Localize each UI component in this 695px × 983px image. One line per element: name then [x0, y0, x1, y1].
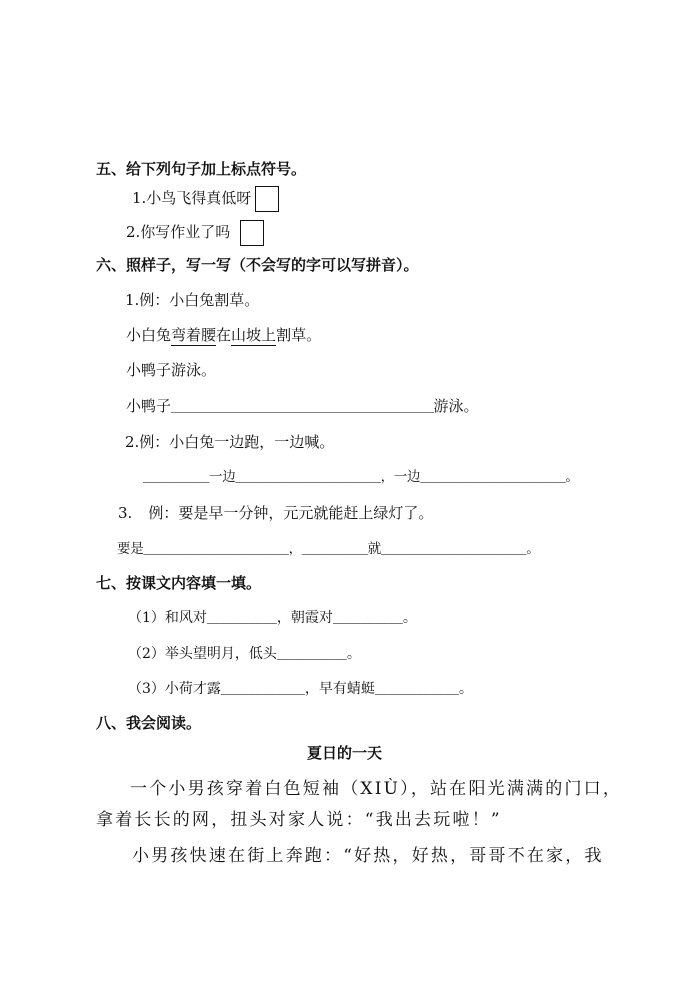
ex1-mid: 在 — [216, 326, 232, 344]
s5-item-1 — [132, 186, 279, 212]
section-5-heading: 五、给下列句子加上标点符号。 — [96, 160, 307, 178]
ex3-label: 例：要是早一分钟，元元就能赶上绿灯了。 — [148, 504, 434, 522]
ex1-fill-pre: 小鸭子 — [126, 397, 172, 415]
reading-title: 夏日的一天 — [307, 744, 383, 762]
s6-ex2-label: 2.例：小白兔一边跑，一边喊。 — [125, 433, 335, 451]
s6-ex1-task: 小鸭子游泳。 — [126, 361, 217, 379]
section-7-heading: 七、按课文内容填一填。 — [96, 574, 262, 592]
ex1-underline-1: 弯着腰 — [171, 326, 217, 344]
reading-line-3: 小男孩快速在街上奔跑：“好热，好热，哥哥不在家，我 — [132, 846, 604, 866]
reading-line-2: 拿着长长的网，扭头对家人说：“我出去玩啦！” — [96, 810, 502, 830]
ex3-num: 3. — [118, 504, 133, 522]
ex1-fill-post: 游泳。 — [433, 397, 479, 415]
ex1-underline-2: 山坡上 — [231, 326, 277, 344]
s7-item-1[interactable]: （1）和风对＿＿＿＿＿，朝霞对＿＿＿＿＿。 — [128, 610, 417, 626]
s5-item-2-text: 2.你写作业了吗 — [126, 223, 231, 241]
ex1-pre: 小白兔 — [126, 326, 172, 344]
section-8-heading: 八、我会阅读。 — [96, 714, 202, 732]
s7-item-3[interactable]: （3）小荷才露＿＿＿＿＿＿，早有蜻蜓＿＿＿＿＿＿。 — [128, 681, 473, 697]
s6-ex1-label: 1.例：小白兔割草。 — [125, 291, 260, 309]
s6-ex2-fill[interactable]: ＿＿＿＿＿一边＿＿＿＿＿＿＿＿＿＿＿，一边＿＿＿＿＿＿＿＿＿＿＿。 — [143, 469, 579, 485]
s6-ex3-line — [118, 503, 433, 523]
ex1-fill-blank[interactable]: ＿＿＿＿＿＿＿＿＿＿＿＿＿＿＿＿＿＿＿＿＿ — [171, 400, 434, 415]
section-6-heading: 六、照样子，写一写（不会写的字可以写拼音）。 — [96, 256, 419, 274]
s5-item-2 — [126, 220, 264, 246]
reading-line-1: 一个小男孩穿着白色短袖（XIÙ），站在阳光满满的门口， — [130, 779, 623, 799]
punctuation-box-1[interactable] — [255, 186, 279, 212]
s6-ex1-fill — [126, 396, 479, 418]
s6-ex3-fill[interactable]: 要是＿＿＿＿＿＿＿＿＿＿＿，＿＿＿＿＿就＿＿＿＿＿＿＿＿＿＿＿。 — [117, 541, 540, 557]
s5-item-1-text: 1.小鸟飞得真低呀 — [132, 189, 252, 207]
punctuation-box-2[interactable] — [240, 220, 264, 246]
s6-ex1-example — [126, 325, 321, 345]
ex1-post: 割草。 — [276, 326, 322, 344]
s7-item-2[interactable]: （2）举头望明月，低头＿＿＿＿＿。 — [128, 646, 361, 662]
